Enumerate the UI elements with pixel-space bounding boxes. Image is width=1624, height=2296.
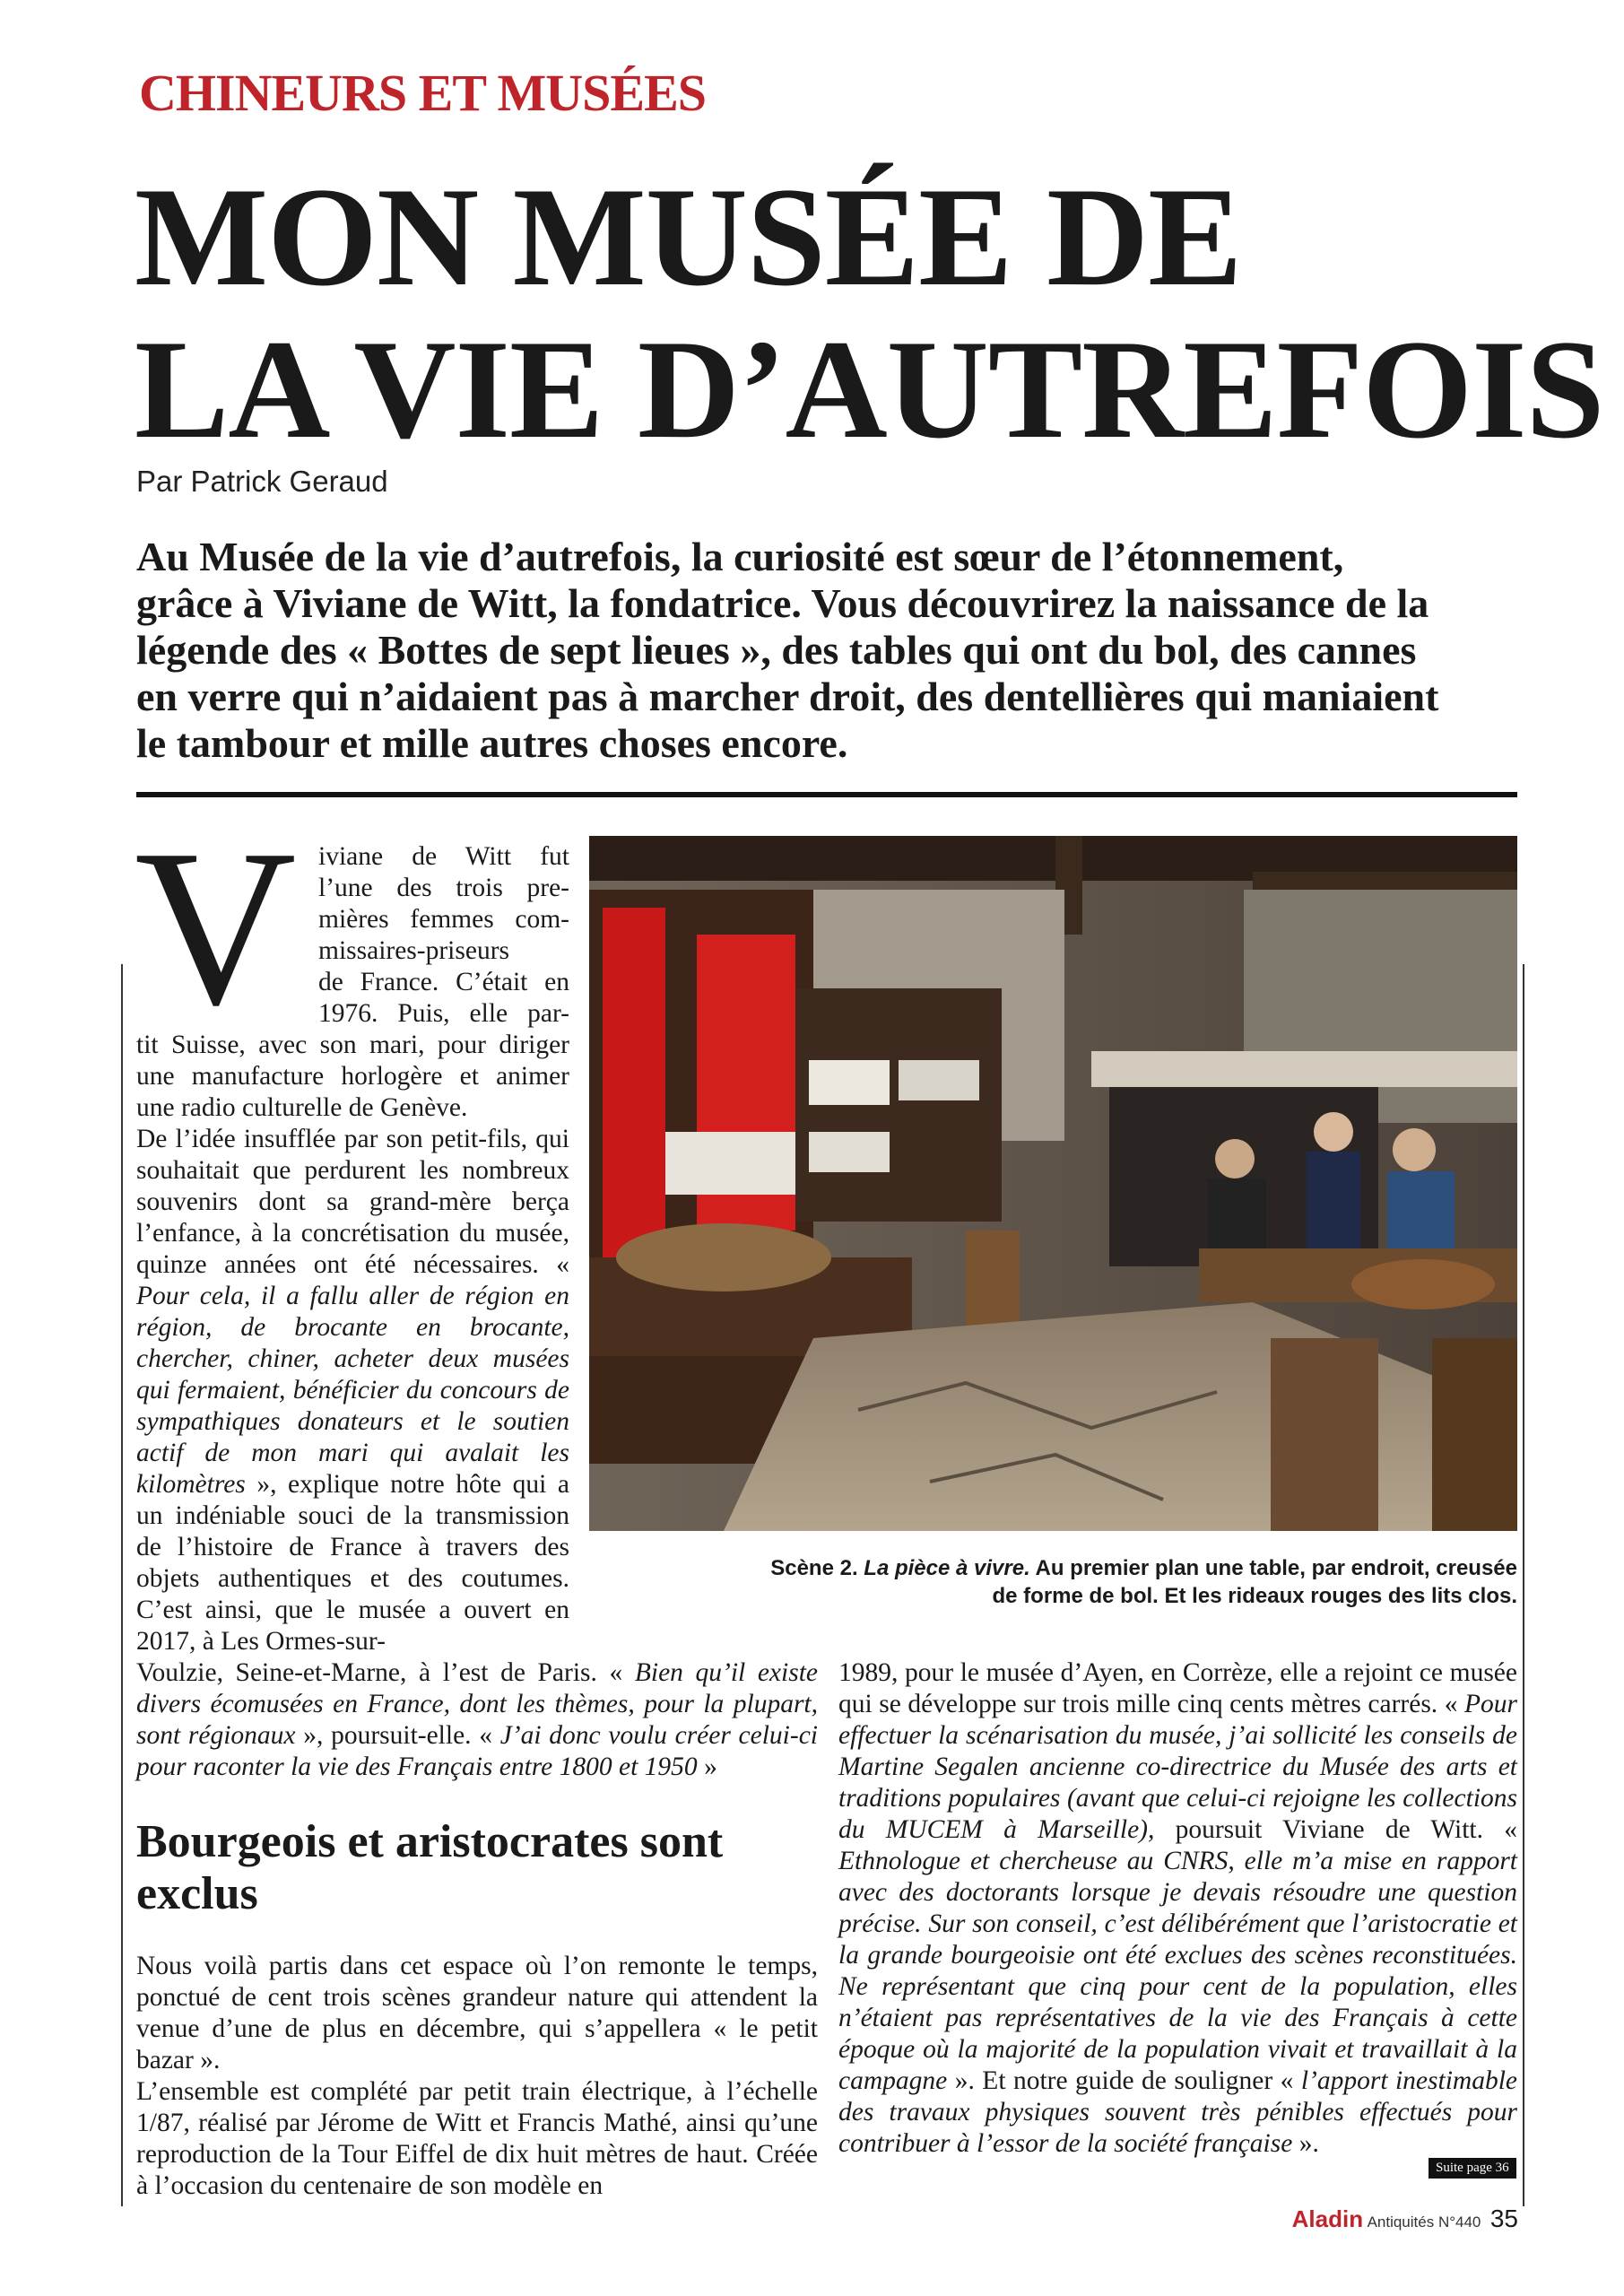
byline: Par Patrick Geraud: [136, 465, 388, 498]
article-title: [135, 161, 1603, 466]
right-column-text: [838, 1657, 1517, 2160]
continued-tag: Suite page 36: [1429, 2158, 1516, 2179]
magazine-brand: Aladin: [1291, 2205, 1364, 2232]
lead-divider: [136, 792, 1517, 797]
column-rule-right: [1523, 964, 1524, 2206]
photo-caption: [589, 1554, 1517, 1610]
paragraph: De l’idée insufflée par son petit-fils, qui souhaitait que perdurent les nombreux souvenirs dont sa grand-mère berça l’enfance, à la concrétisation du musée, quinze années ont été nécessaires. « Pour cela, il a fallu aller de région en région, de brocante en brocante, chercher, chiner, acheter deux musées qui fermaient, bénéficier du concours de sympathiques donateurs et le soutien actif de mon mari qui avalait les kilomètres », explique notre hôte qui a un indéniable souci de la transmission de l’histoire de France à travers des objets authentiques et des coutumes. C’est ainsi, que le musée a ouvert en 2017, à Les Ormes-sur-: [136, 1125, 569, 1656]
museum-scene-illustration: [589, 836, 1517, 1531]
lead-line: en verre qui n’aidaient pas à marcher droit, des dentellières qui maniaient: [136, 674, 1439, 719]
intro-lines: [318, 841, 569, 1030]
intro-line: de France. C’était en: [318, 968, 569, 996]
museum-scene-photo: [589, 836, 1517, 1531]
paragraph: tit Suisse, avec son mari, pour diriger une manufacture horlogère et animer une radio culturelle de Genève.: [136, 1031, 569, 1122]
column-rule-left: [121, 964, 123, 2206]
intro-line: iviane de Witt fut: [318, 842, 569, 871]
paragraph: Voulzie, Seine-et-Marne, à l’est de Paris. « Bien qu’il existe divers écomusées en France, dont les thèmes, pour la plupart, sont régionaux », poursuit-elle. « J’ai donc voulu créer celui-ci pour raconter la vie des Français entre 1800 et 1950 »: [136, 1658, 818, 1781]
lead-line: grâce à Viviane de Witt, la fondatrice. Vous découvrirez la naissance de la: [136, 580, 1429, 626]
paragraph: Nous voilà partis dans cet espace où l’on remonte le temps, ponctué de cent trois scènes grandeur nature qui attendent la venue d’une de plus en décembre, qui s’appellera « le petit bazar ».: [136, 1952, 818, 2074]
page-footer: [1292, 2205, 1518, 2233]
paragraph: L’ensemble est complété par petit train électrique, à l’échelle 1/87, réalisé par Jérome de Witt et Francis Mathé, ainsi qu’une reproduction de la Tour Eiffel de dix huit mètres de haut. Créée à l’occasion du centenaire de son modèle en: [136, 2077, 818, 2200]
left-column-text: [136, 1030, 569, 1657]
left-column-text-lower: [136, 1951, 818, 2202]
left-column-text-continued: [136, 1657, 818, 1783]
intro-line: 1976. Puis, elle par-: [318, 999, 569, 1028]
title-line-2: LA VIE D’AUTREFOIS: [135, 311, 1604, 468]
issue-number: Antiquités N°440: [1367, 2213, 1481, 2231]
lead-line: le tambour et mille autres choses encore.: [136, 720, 848, 766]
subheading: Bourgeois et aristocrates sont exclus: [136, 1816, 724, 1919]
drop-cap: V: [135, 804, 297, 1052]
title-line-1: MON MUSÉE DE: [135, 159, 1242, 316]
lead-paragraph: [136, 534, 1517, 767]
intro-line: l’une des trois pre-: [318, 874, 569, 902]
lead-line: Au Musée de la vie d’autrefois, la curiosité est sœur de l’étonnement,: [136, 534, 1344, 579]
caption-line: Scène 2. La pièce à vivre. Au premier plan une table, par endroit, creusée: [770, 1556, 1517, 1580]
page-number: 35: [1489, 2205, 1518, 2232]
caption-line: de forme de bol. Et les rideaux rouges des lits clos.: [992, 1584, 1517, 1608]
intro-line: mières femmes com-: [318, 905, 569, 934]
section-label: CHINEURS ET MUSÉES: [139, 64, 707, 122]
intro-line: missaires-priseurs: [318, 936, 510, 965]
paragraph: 1989, pour le musée d’Ayen, en Corrèze, elle a rejoint ce musée qui se développe sur trois mille cinq cents mètres carrés. « Pour effectuer la scénarisation du musée, j’ai sollicité les conseils de Martine Segalen ancienne co-directrice du Musée des arts et traditions populaires (avant que celui-ci rejoigne les collections du MUCEM à Marseille), poursuit Viviane de Witt. « Ethnologue et chercheuse au CNRS, elle m’a mise en rapport avec des doctorants lorsque je devais résoudre une question précise. Sur son conseil, c’est délibérément que l’aristocratie et la grande bourgeoisie ont été exclues des scènes reconstituées. Ne représentant que cinq pour cent de la population, elles n’étaient pas représentatives de la vie des Français à cette époque où la majorité de la population vivait et travaillait à la campagne ». Et notre guide de souligner « l’apport inestimable des travaux physiques souvent très pénibles effectués pour contribuer à l’essor de la société française ».: [838, 1658, 1517, 2158]
lead-line: légende des « Bottes de sept lieues », des tables qui ont du bol, des cannes: [136, 627, 1417, 673]
